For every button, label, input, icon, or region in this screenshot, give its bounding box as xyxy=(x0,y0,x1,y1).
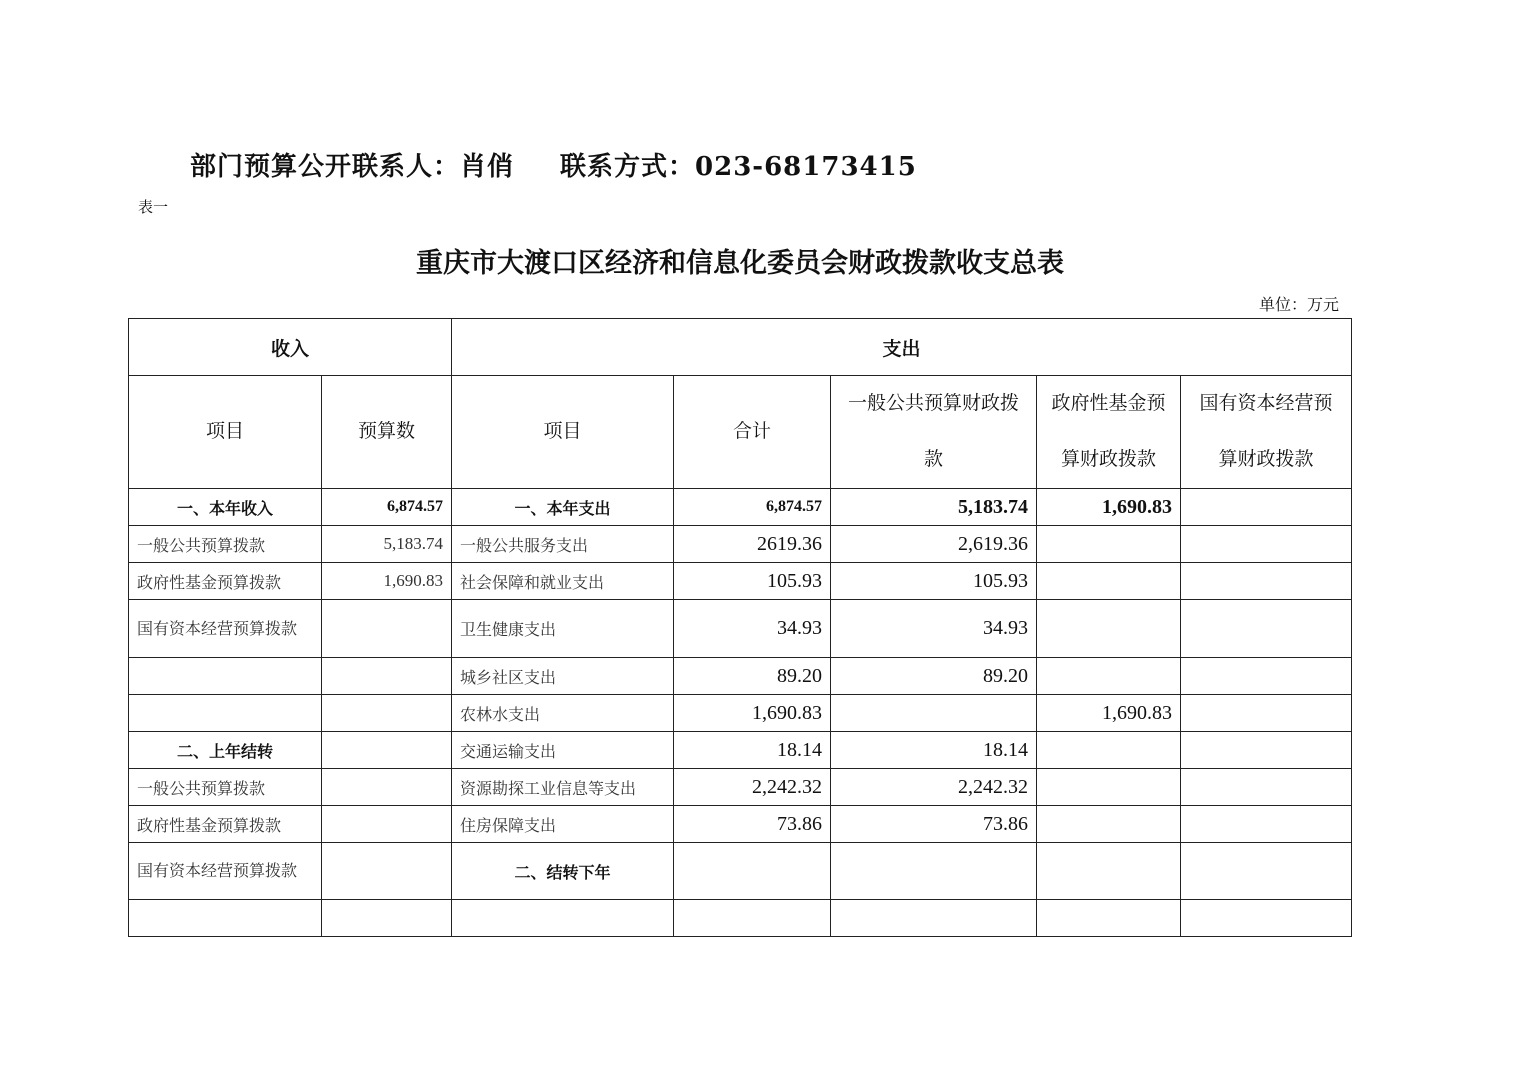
state-value xyxy=(1181,900,1352,937)
income-value: 1,690.83 xyxy=(322,563,452,600)
total-value: 73.86 xyxy=(674,806,831,843)
general-value: 5,183.74 xyxy=(831,489,1037,526)
table-row xyxy=(129,695,1352,732)
income-value xyxy=(322,732,452,769)
income-value xyxy=(322,769,452,806)
state-capital-header: 国有资本经营预 算财政拨款 xyxy=(1181,376,1352,489)
income-item xyxy=(129,900,322,937)
income-item xyxy=(129,658,322,695)
contact-phone: 联系方式：023-68173415 xyxy=(560,152,917,182)
income-item: 二、上年结转 xyxy=(129,732,322,769)
income-value: 6,874.57 xyxy=(322,489,452,526)
expense-header: 支出 xyxy=(452,319,1352,376)
income-value xyxy=(322,806,452,843)
total-value: 89.20 xyxy=(674,658,831,695)
budget-header: 预算数 xyxy=(322,376,452,489)
expense-item: 农林水支出 xyxy=(452,695,674,732)
page-title: 重庆市大渡口区经济和信息化委员会财政拨款收支总表 xyxy=(416,248,1064,279)
total-value: 105.93 xyxy=(674,563,831,600)
fund-value: 1,690.83 xyxy=(1037,489,1181,526)
fund-value xyxy=(1037,769,1181,806)
fund-value xyxy=(1037,843,1181,900)
income-value: 5,183.74 xyxy=(322,526,452,563)
income-value xyxy=(322,843,452,900)
contact-person: 部门预算公开联系人：肖俏 xyxy=(190,152,515,182)
state-value xyxy=(1181,843,1352,900)
income-value xyxy=(322,658,452,695)
income-item: 一般公共预算拨款 xyxy=(129,769,322,806)
total-value: 1,690.83 xyxy=(674,695,831,732)
table-row xyxy=(129,732,1352,769)
general-value: 105.93 xyxy=(831,563,1037,600)
total-value: 18.14 xyxy=(674,732,831,769)
table-row xyxy=(129,806,1352,843)
general-budget-header: 一般公共预算财政拨 款 xyxy=(831,376,1037,489)
income-item: 政府性基金预算拨款 xyxy=(129,563,322,600)
expense-item: 二、结转下年 xyxy=(452,843,674,900)
general-value xyxy=(831,900,1037,937)
table-row xyxy=(129,526,1352,563)
expense-item: 社会保障和就业支出 xyxy=(452,563,674,600)
total-value xyxy=(674,900,831,937)
expense-item: 一般公共服务支出 xyxy=(452,526,674,563)
fund-value: 1,690.83 xyxy=(1037,695,1181,732)
state-value xyxy=(1181,563,1352,600)
table-row xyxy=(129,489,1352,526)
income-item: 国有资本经营预算拨款 xyxy=(129,843,322,900)
state-value xyxy=(1181,600,1352,658)
fund-budget-header: 政府性基金预 算财政拨款 xyxy=(1037,376,1181,489)
fund-value xyxy=(1037,900,1181,937)
income-value xyxy=(322,695,452,732)
total-header: 合计 xyxy=(674,376,831,489)
general-value xyxy=(831,843,1037,900)
state-value xyxy=(1181,695,1352,732)
expense-item: 一、本年支出 xyxy=(452,489,674,526)
state-value xyxy=(1181,806,1352,843)
fund-value xyxy=(1037,806,1181,843)
fund-value xyxy=(1037,526,1181,563)
income-item-header: 项目 xyxy=(129,376,322,489)
income-item: 国有资本经营预算拨款 xyxy=(129,600,322,658)
state-value xyxy=(1181,489,1352,526)
fund-value xyxy=(1037,658,1181,695)
unit-label: 单位：万元 xyxy=(1258,295,1339,314)
fund-value xyxy=(1037,563,1181,600)
income-item xyxy=(129,695,322,732)
table-row xyxy=(129,563,1352,600)
general-value xyxy=(831,695,1037,732)
expense-item: 住房保障支出 xyxy=(452,806,674,843)
income-item: 一、本年收入 xyxy=(129,489,322,526)
state-value xyxy=(1181,658,1352,695)
expense-item-header: 项目 xyxy=(452,376,674,489)
expense-item: 交通运输支出 xyxy=(452,732,674,769)
table-row xyxy=(129,658,1352,695)
income-item: 政府性基金预算拨款 xyxy=(129,806,322,843)
general-value: 73.86 xyxy=(831,806,1037,843)
income-value xyxy=(322,600,452,658)
table-row xyxy=(129,769,1352,806)
fund-value xyxy=(1037,732,1181,769)
state-value xyxy=(1181,769,1352,806)
table-row xyxy=(129,843,1352,900)
general-value: 18.14 xyxy=(831,732,1037,769)
table-row xyxy=(129,900,1352,937)
total-value: 34.93 xyxy=(674,600,831,658)
fund-value xyxy=(1037,600,1181,658)
general-value: 2,619.36 xyxy=(831,526,1037,563)
general-value: 2,242.32 xyxy=(831,769,1037,806)
state-value xyxy=(1181,526,1352,563)
total-value xyxy=(674,843,831,900)
contact-line xyxy=(190,146,917,183)
expense-item: 卫生健康支出 xyxy=(452,600,674,658)
total-value: 2,242.32 xyxy=(674,769,831,806)
table-row xyxy=(129,600,1352,658)
budget-table xyxy=(128,318,1352,937)
table-label: 表一 xyxy=(138,198,169,216)
general-value: 89.20 xyxy=(831,658,1037,695)
general-value: 34.93 xyxy=(831,600,1037,658)
income-item: 一般公共预算拨款 xyxy=(129,526,322,563)
expense-item: 城乡社区支出 xyxy=(452,658,674,695)
state-value xyxy=(1181,732,1352,769)
total-value: 6,874.57 xyxy=(674,489,831,526)
expense-item xyxy=(452,900,674,937)
total-value: 2619.36 xyxy=(674,526,831,563)
income-value xyxy=(322,900,452,937)
income-header: 收入 xyxy=(129,319,452,376)
expense-item: 资源勘探工业信息等支出 xyxy=(452,769,674,806)
